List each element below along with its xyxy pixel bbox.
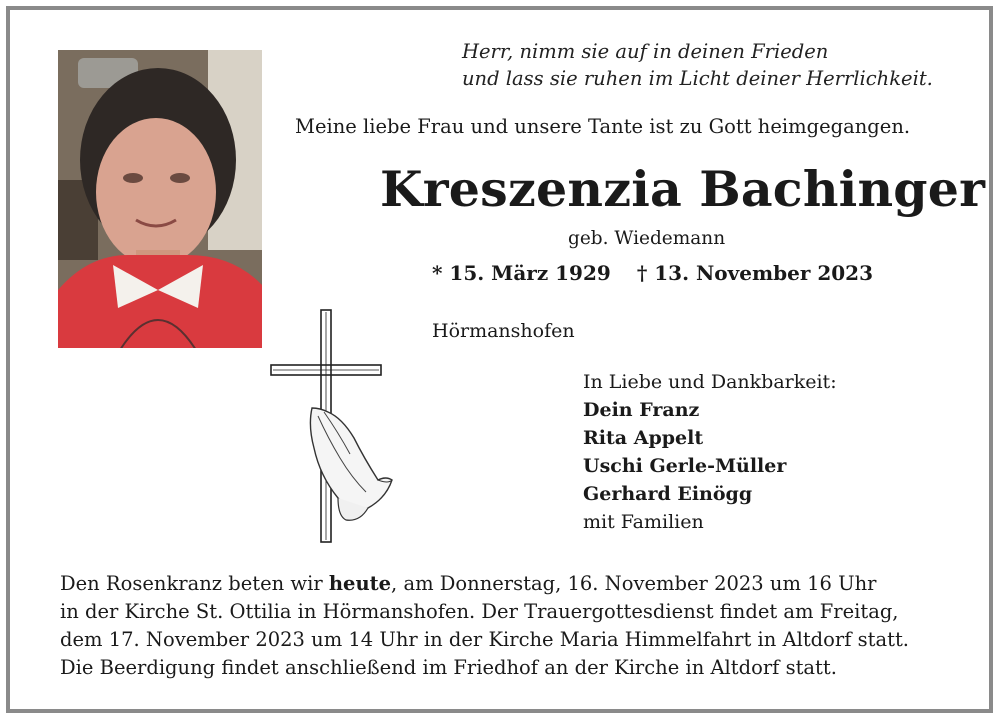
notice-text: Den Rosenkranz beten wir — [60, 572, 329, 595]
portrait-photo — [58, 50, 262, 348]
notice-text: , am Donnerstag, 16. November 2023 um 16 Uhr — [391, 572, 877, 595]
quote-line-1: Herr, nimm sie auf in deinen Frieden — [462, 40, 829, 63]
quote-line-2: und lass sie ruhen im Licht deiner Herrlichkeit. — [462, 67, 933, 90]
intro-text: Meine liebe Frau und unsere Tante ist zu Gott heimgegangen. — [295, 115, 911, 138]
family-member: Dein Franz — [583, 399, 700, 421]
notice-line-3: dem 17. November 2023 um 14 Uhr in der Kirche Maria Himmelfahrt in Altdorf statt. — [60, 628, 909, 651]
family-member: Rita Appelt — [583, 427, 704, 449]
family-closing: mit Familien — [583, 511, 704, 533]
funeral-notice — [60, 570, 909, 682]
birth-date: * 15. März 1929 — [432, 261, 611, 285]
cross-with-praying-hands-icon — [268, 308, 398, 548]
bible-quote — [462, 38, 933, 92]
deceased-name: Kreszenzia Bachinger — [380, 160, 986, 218]
life-dates — [432, 261, 873, 285]
family-member: Uschi Gerle-Müller — [583, 455, 787, 477]
family-member: Gerhard Einögg — [583, 483, 753, 505]
family-heading: In Liebe und Dankbarkeit: — [583, 371, 837, 393]
family-signature — [583, 368, 837, 536]
notice-line-1 — [60, 570, 909, 598]
notice-line-4: Die Beerdigung findet anschließend im Friedhof an der Kirche in Altdorf statt. — [60, 656, 837, 679]
death-date: † 13. November 2023 — [636, 261, 873, 285]
notice-emphasis: heute — [328, 572, 392, 595]
notice-line-2: in der Kirche St. Ottilia in Hörmanshofen. Der Trauergottesdienst findet am Freitag, — [60, 600, 899, 623]
residence-place: Hörmanshofen — [432, 320, 575, 342]
maiden-name: geb. Wiedemann — [568, 228, 726, 249]
